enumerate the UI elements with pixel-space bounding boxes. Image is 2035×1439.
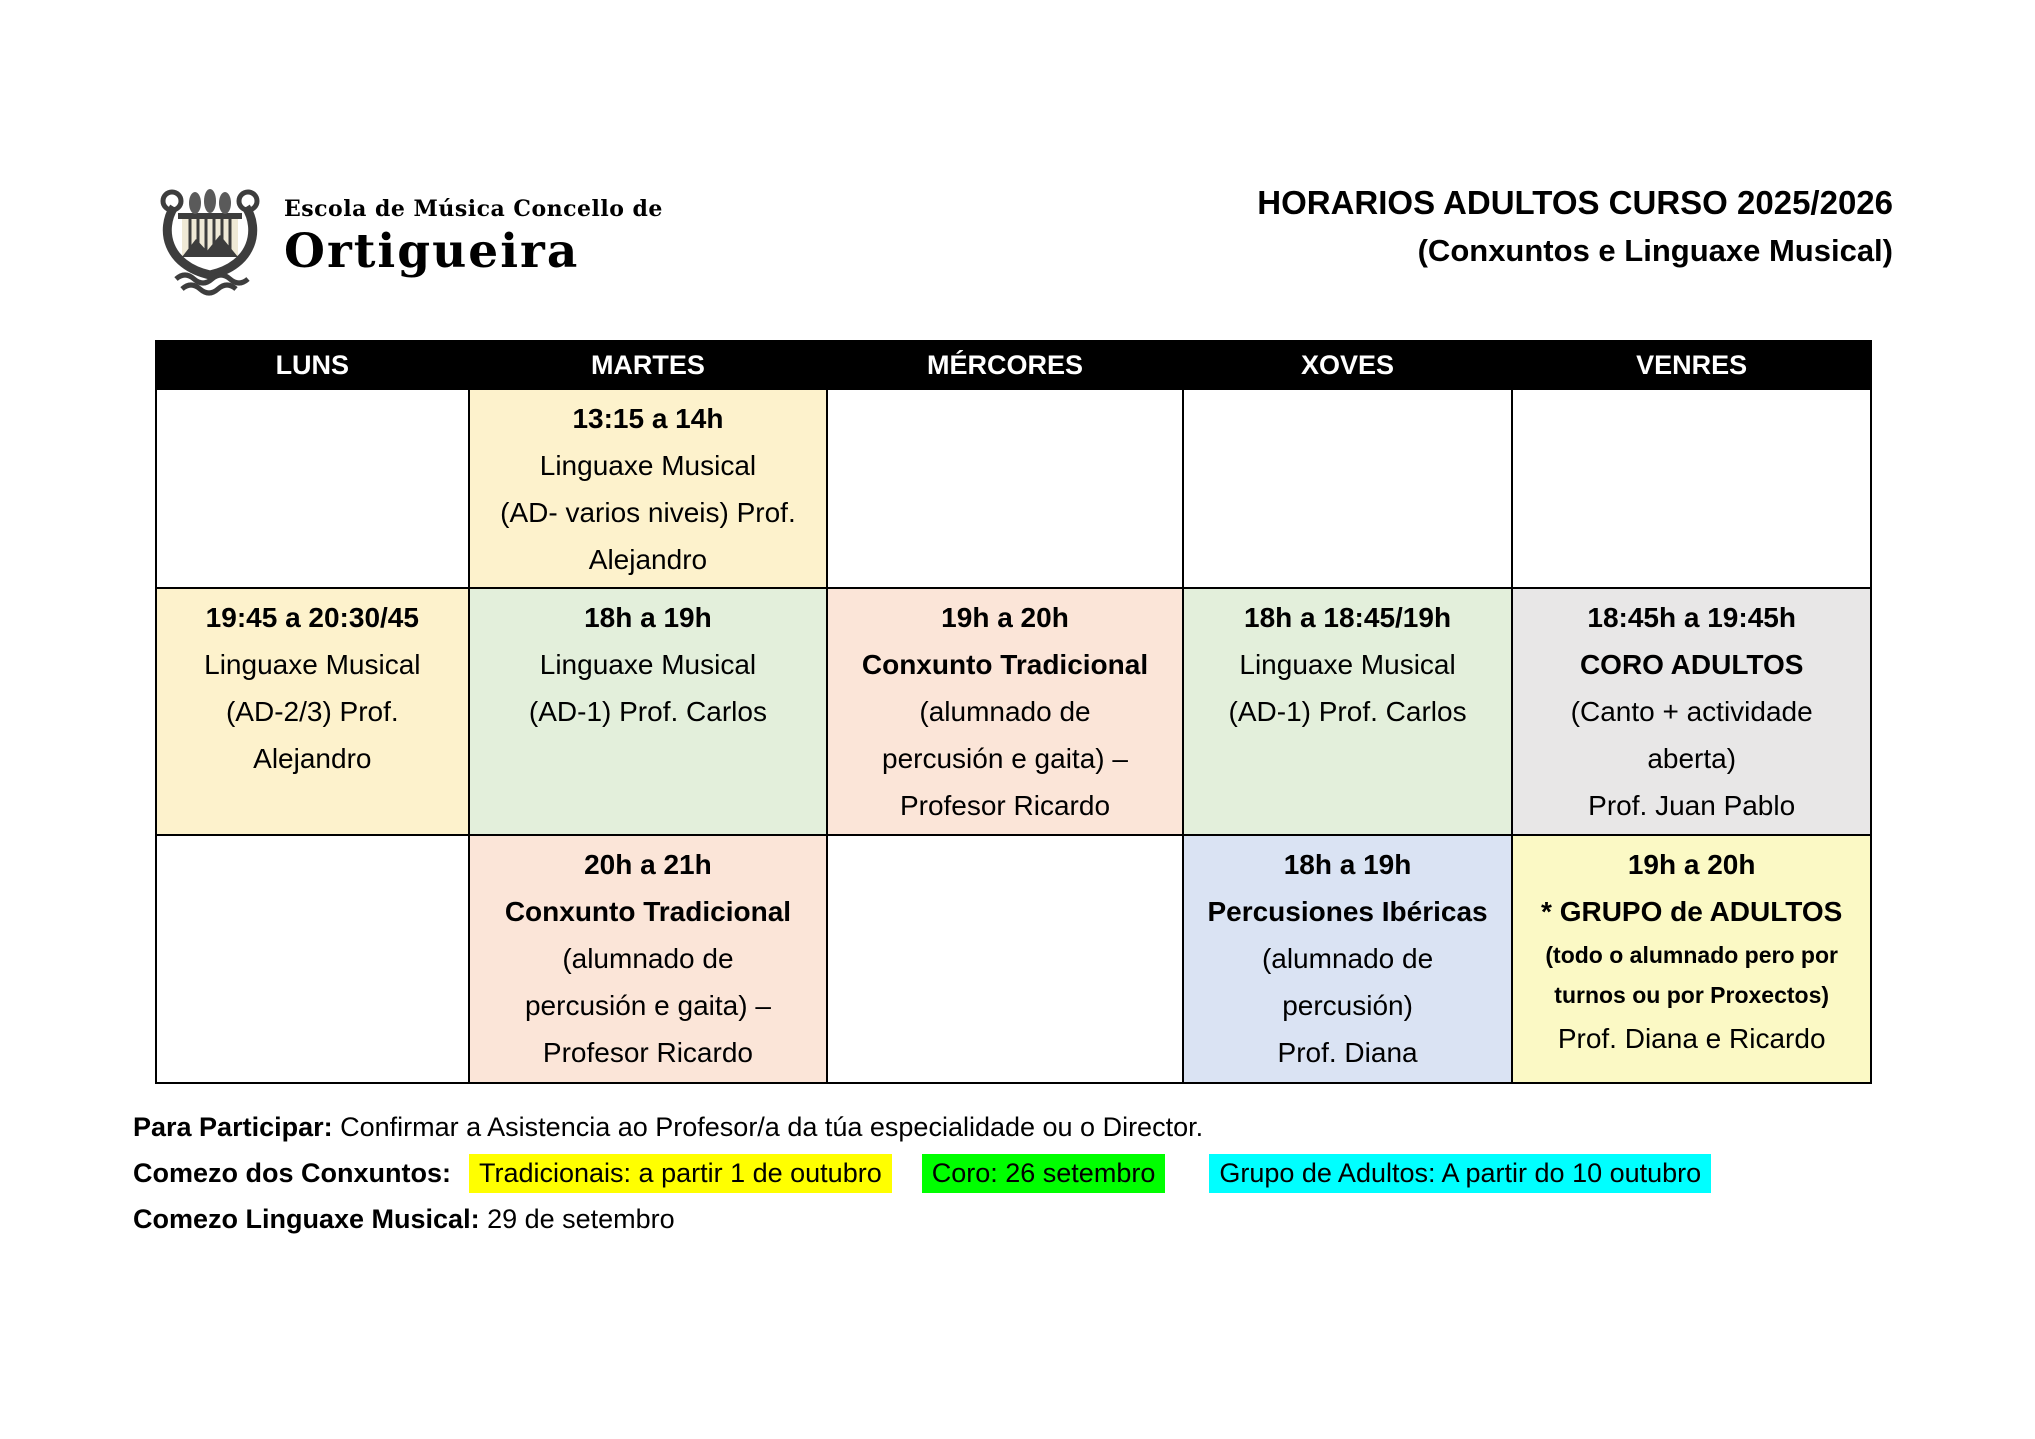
- cell-line: Alejandro: [588, 544, 708, 575]
- conxuntos-label: Comezo dos Conxuntos:: [133, 1158, 451, 1188]
- column-header-mercores: MÉRCORES: [827, 341, 1183, 389]
- schedule-table: [155, 340, 1872, 1084]
- school-subtitle: Escola de Música Concello de: [284, 196, 663, 222]
- cell-line: 19h a 20h: [941, 602, 1069, 633]
- cell-luns-late-empty: [156, 835, 469, 1083]
- column-header-xoves: XOVES: [1183, 341, 1513, 389]
- cell-line: (todo o alumnado pero por: [1545, 942, 1838, 968]
- schedule-row-evening-1: [156, 588, 1871, 835]
- conxuntos-note: [133, 1150, 1711, 1196]
- cell-line: 19:45 a 20:30/45: [205, 602, 419, 633]
- schedule-row-evening-2: [156, 835, 1871, 1083]
- participate-text: Confirmar a Asistencia ao Profesor/a da túa especialidade ou o Director.: [340, 1112, 1204, 1142]
- column-header-venres: VENRES: [1512, 341, 1871, 389]
- highlight-tradicionais: Tradicionais: a partir 1 de outubro: [469, 1154, 892, 1193]
- cell-line: Conxunto Tradicional: [861, 649, 1149, 680]
- cell-line: 13:15 a 14h: [572, 403, 724, 434]
- highlight-grupo: Grupo de Adultos: A partir do 10 outubro: [1209, 1154, 1711, 1193]
- cell-line: (alumnado de: [919, 696, 1091, 727]
- cell-line: percusión): [1282, 990, 1413, 1021]
- cell-line: percusión e gaita) –: [882, 743, 1128, 774]
- cell-martes-evening-2: [469, 835, 828, 1083]
- title-line-1: HORARIOS ADULTOS CURSO 2025/2026: [1257, 184, 1893, 221]
- cell-line: Linguaxe Musical: [204, 649, 421, 680]
- title-line-2: (Conxuntos e Linguaxe Musical): [1417, 233, 1893, 268]
- cell-xoves-evening-1: [1183, 588, 1513, 835]
- cell-venres-evening-2: [1512, 835, 1871, 1083]
- highlight-coro: Coro: 26 setembro: [922, 1154, 1166, 1193]
- cell-line: (alumnado de: [562, 943, 734, 974]
- cell-martes-evening-1: [469, 588, 828, 835]
- linguaxe-note: [133, 1196, 1711, 1242]
- cell-line: Prof. Diana: [1277, 1037, 1418, 1068]
- cell-line: Profesor Ricardo: [542, 1037, 753, 1068]
- school-name: Ortigueira: [284, 224, 580, 279]
- cell-venres-midday-empty: [1512, 389, 1871, 588]
- cell-line: percusión e gaita) –: [524, 990, 771, 1021]
- cell-line: 18:45h a 19:45h: [1587, 602, 1796, 633]
- cell-line: Profesor Ricardo: [899, 790, 1111, 821]
- cell-line: Linguaxe Musical: [539, 450, 757, 481]
- cell-line: (AD- varios niveis) Prof.: [500, 497, 796, 528]
- cell-line: (AD-1) Prof. Carlos: [1228, 696, 1467, 727]
- cell-line: 19h a 20h: [1627, 849, 1756, 880]
- cell-mercores-midday-empty: [827, 389, 1183, 588]
- cell-line: 18h a 19h: [1283, 849, 1412, 880]
- participate-note: [133, 1104, 1711, 1150]
- cell-luns-evening: [156, 588, 469, 835]
- school-logo-text: [284, 176, 663, 279]
- cell-line: Linguaxe Musical: [539, 649, 757, 680]
- cell-line: (AD-2/3) Prof.: [225, 696, 399, 727]
- cell-line: Conxunto Tradicional: [504, 896, 792, 927]
- linguaxe-label: Comezo Linguaxe Musical:: [133, 1204, 480, 1234]
- cell-line: (alumnado de: [1261, 943, 1434, 974]
- cell-luns-midday-empty: [156, 389, 469, 588]
- notes-section: [133, 1104, 1711, 1242]
- cell-line: CORO ADULTOS: [1579, 649, 1804, 680]
- participate-label: Para Participar:: [133, 1112, 333, 1142]
- cell-line: Alejandro: [253, 743, 372, 774]
- school-logo: [150, 176, 663, 298]
- column-header-luns: LUNS: [156, 341, 469, 389]
- cell-line: Prof. Juan Pablo: [1588, 790, 1796, 821]
- cell-xoves-evening-2: [1183, 835, 1513, 1083]
- document-title: [1257, 183, 1893, 271]
- lyre-icon: [150, 176, 270, 298]
- schedule-row-midday: [156, 389, 1871, 588]
- column-header-martes: MARTES: [469, 341, 828, 389]
- cell-mercores-late-empty: [827, 835, 1183, 1083]
- cell-line: (AD-1) Prof. Carlos: [528, 696, 767, 727]
- cell-line: Linguaxe Musical: [1239, 649, 1456, 680]
- cell-line: * GRUPO de ADULTOS: [1541, 896, 1843, 927]
- cell-xoves-midday-empty: [1183, 389, 1513, 588]
- linguaxe-date: 29 de setembro: [487, 1204, 675, 1234]
- cell-line: turnos ou por Proxectos): [1554, 982, 1830, 1008]
- cell-martes-midday: [469, 389, 828, 588]
- cell-venres-evening-1: [1512, 588, 1871, 835]
- cell-line: 18h a 19h: [584, 602, 712, 633]
- cell-line: (Canto + actividade: [1570, 696, 1813, 727]
- cell-line: Percusiones Ibéricas: [1207, 896, 1488, 927]
- table-header-row: [156, 341, 1871, 389]
- cell-line: aberta): [1647, 743, 1737, 774]
- cell-mercores-evening: [827, 588, 1183, 835]
- cell-line: Prof. Diana e Ricardo: [1557, 1023, 1826, 1054]
- cell-line: 20h a 21h: [584, 849, 712, 880]
- cell-line: 18h a 18:45/19h: [1244, 602, 1452, 633]
